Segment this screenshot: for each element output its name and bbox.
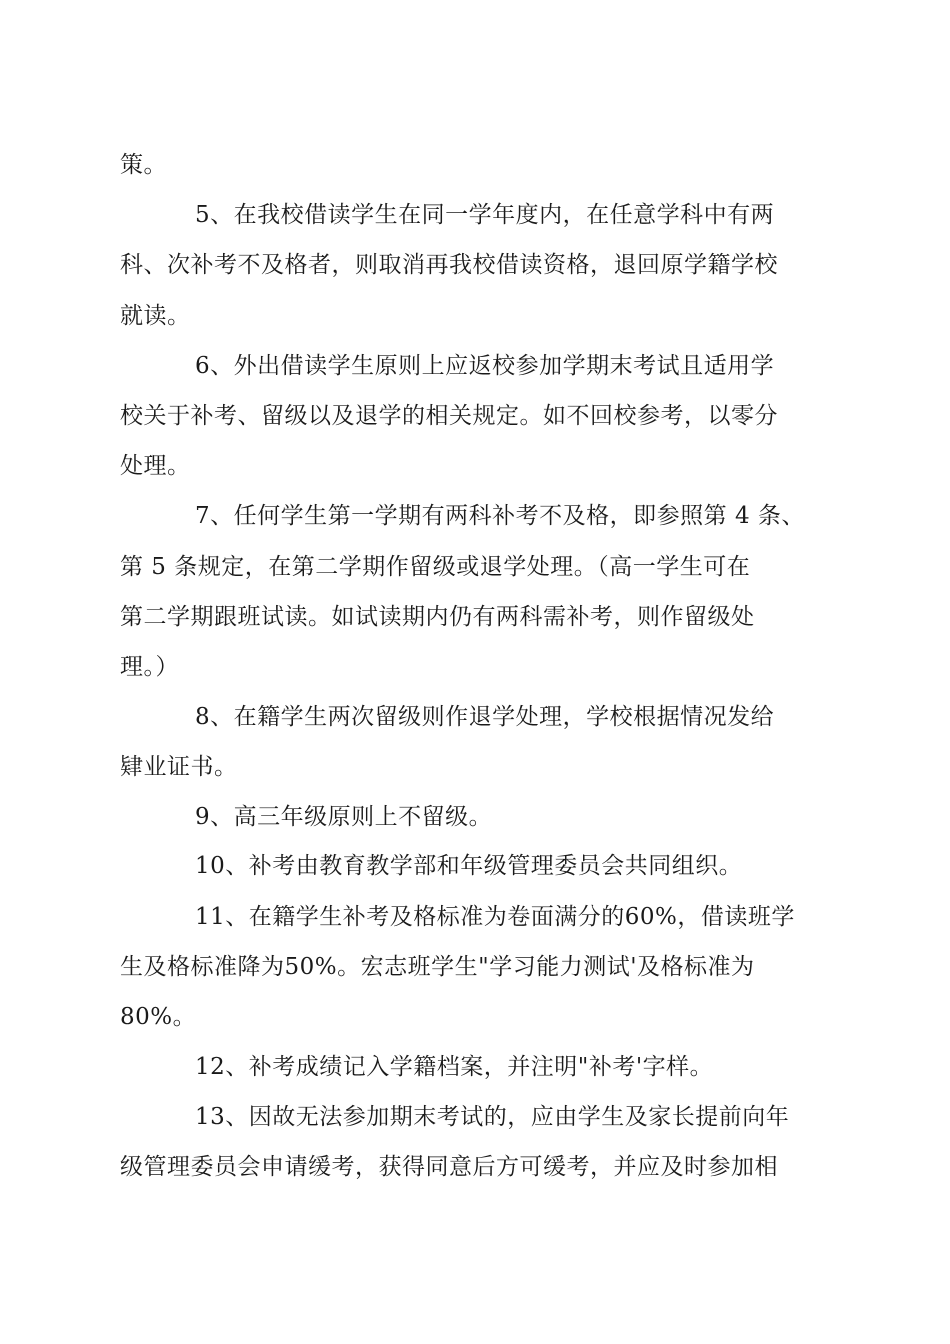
- paragraph-8-line-1: 8、在籍学生两次留级则作退学处理，学校根据情况发给: [195, 704, 775, 730]
- paragraph-13-line-2: 级管理委员会申请缓考，获得同意后方可缓考，并应及时参加相: [120, 1154, 778, 1180]
- paragraph-6-line-2: 校关于补考、留级以及退学的相关规定。如不回校参考，以零分: [120, 403, 778, 429]
- text-line: 策。: [120, 152, 167, 178]
- paragraph-7-line-4: 理。）: [120, 654, 179, 680]
- paragraph-13-line-1: 13、因故无法参加期末考试的，应由学生及家长提前向年: [195, 1104, 790, 1130]
- paragraph-12-line-1: 12、补考成绩记入学籍档案，并注明"补考'字样。: [195, 1054, 714, 1080]
- paragraph-11-line-2: 生及格标准降为50%。宏志班学生"学习能力测试'及格标准为: [120, 954, 755, 980]
- paragraph-6-line-1: 6、外出借读学生原则上应返校参加学期末考试且适用学: [195, 353, 775, 379]
- paragraph-5-line-1: 5、在我校借读学生在同一学年度内，在任意学科中有两: [195, 202, 775, 228]
- paragraph-5-line-3: 就读。: [120, 303, 191, 329]
- paragraph-5-line-2: 科、次补考不及格者，则取消再我校借读资格，退回原学籍学校: [120, 252, 778, 278]
- paragraph-7-line-2: 第 5 条规定，在第二学期作留级或退学处理。（高一学生可在: [120, 554, 751, 580]
- paragraph-8-line-2: 肄业证书。: [120, 754, 238, 780]
- paragraph-9-line-1: 9、高三年级原则上不留级。: [195, 804, 493, 830]
- paragraph-7-line-3: 第二学期跟班试读。如试读期内仍有两科需补考，则作留级处: [120, 604, 755, 630]
- paragraph-11-line-1: 11、在籍学生补考及格标准为卷面满分的60%，借读班学: [195, 904, 795, 930]
- paragraph-11-line-3: 80%。: [120, 1004, 197, 1030]
- paragraph-10-line-1: 10、补考由教育教学部和年级管理委员会共同组织。: [195, 853, 743, 879]
- paragraph-6-line-3: 处理。: [120, 453, 191, 479]
- paragraph-7-line-1: 7、任何学生第一学期有两科补考不及格，即参照第 4 条、: [195, 503, 805, 529]
